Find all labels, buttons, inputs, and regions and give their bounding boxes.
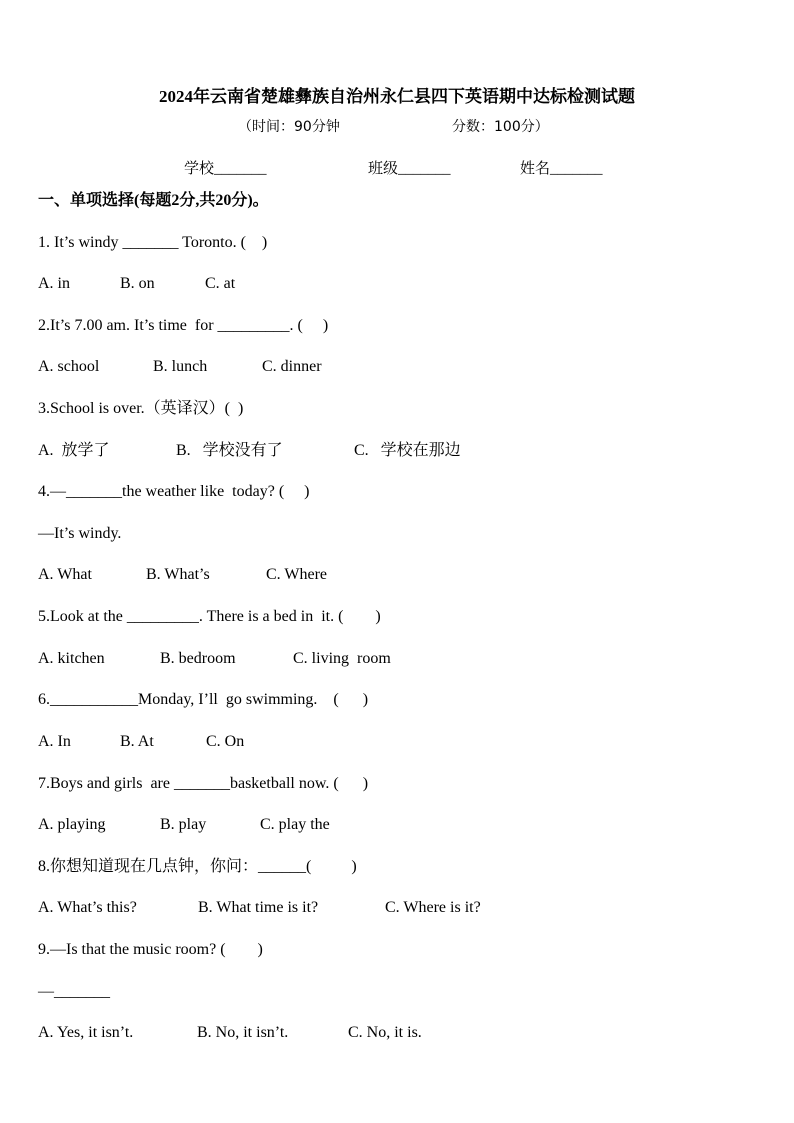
question-7-stem: 7.Boys and girls are _______basketball now. ( )	[38, 775, 369, 792]
question-1-option-a: A. in	[38, 275, 70, 292]
question-3-stem: 3.School is over.（英译汉）( )	[38, 400, 244, 417]
exam-title: 2024年云南省楚雄彝族自治州永仁县四下英语期中达标检测试题	[159, 87, 635, 106]
class-field: 班级_______	[368, 161, 451, 177]
question-8-option-b: B. What time is it?	[198, 899, 319, 916]
question-4-stem: 4.—_______the weather like today? ( )	[38, 483, 310, 500]
exam-time: （时间：90分钟	[238, 119, 340, 135]
question-2-option-a: A. school	[38, 358, 100, 375]
question-5-option-c: C. living room	[293, 650, 391, 667]
student-info-row	[0, 158, 794, 180]
question-9-option-a: A. Yes, it isn’t.	[38, 1024, 134, 1041]
question-1-option-b: B. on	[120, 275, 155, 292]
exam-score: 分数：100分）	[452, 119, 549, 135]
question-2-option-b: B. lunch	[153, 358, 208, 375]
question-3-option-c: C. 学校在那边	[354, 442, 461, 459]
question-4-option-b: B. What’s	[146, 566, 210, 583]
question-6-option-b: B. At	[120, 733, 154, 750]
question-5-option-a: A. kitchen	[38, 650, 105, 667]
question-8-option-c: C. Where is it?	[385, 899, 481, 916]
question-6-stem: 6.___________Monday, I’ll go swimming. ( )	[38, 691, 369, 708]
question-4-answer-line: —It’s windy.	[38, 525, 122, 542]
question-5-stem: 5.Look at the _________. There is a bed in it. ( )	[38, 608, 381, 625]
question-9-answer-line: —_______	[38, 983, 110, 1000]
question-7-option-a: A. playing	[38, 816, 106, 833]
question-4-option-c: C. Where	[266, 566, 328, 583]
exam-subtitle	[238, 117, 568, 137]
question-2-option-c: C. dinner	[262, 358, 322, 375]
question-1-stem: 1. It’s windy _______ Toronto. ( )	[38, 234, 268, 251]
question-3-option-a: A. 放学了	[38, 442, 110, 459]
question-4-option-a: A. What	[38, 566, 92, 583]
question-9-option-b: B. No, it isn’t.	[197, 1024, 289, 1041]
question-9-stem: 9.—Is that the music room? ( )	[38, 941, 263, 958]
school-field: 学校_______	[184, 161, 267, 177]
question-6-option-a: A. In	[38, 733, 71, 750]
name-field: 姓名_______	[520, 161, 603, 177]
question-7-option-b: B. play	[160, 816, 207, 833]
question-6-option-c: C. On	[206, 733, 245, 750]
section-heading: 一、单项选择(每题2分,共20分)。	[38, 192, 269, 209]
question-5-option-b: B. bedroom	[160, 650, 236, 667]
question-7-option-c: C. play the	[260, 816, 330, 833]
question-2-stem: 2.It’s 7.00 am. It’s time for _________. ( )	[38, 317, 329, 334]
question-9-option-c: C. No, it is.	[348, 1024, 422, 1041]
question-1-option-c: C. at	[205, 275, 236, 292]
question-8-stem: 8.你想知道现在几点钟，你问：______( )	[38, 858, 357, 875]
question-8-option-a: A. What’s this?	[38, 899, 137, 916]
question-3-option-b: B. 学校没有了	[176, 442, 283, 459]
